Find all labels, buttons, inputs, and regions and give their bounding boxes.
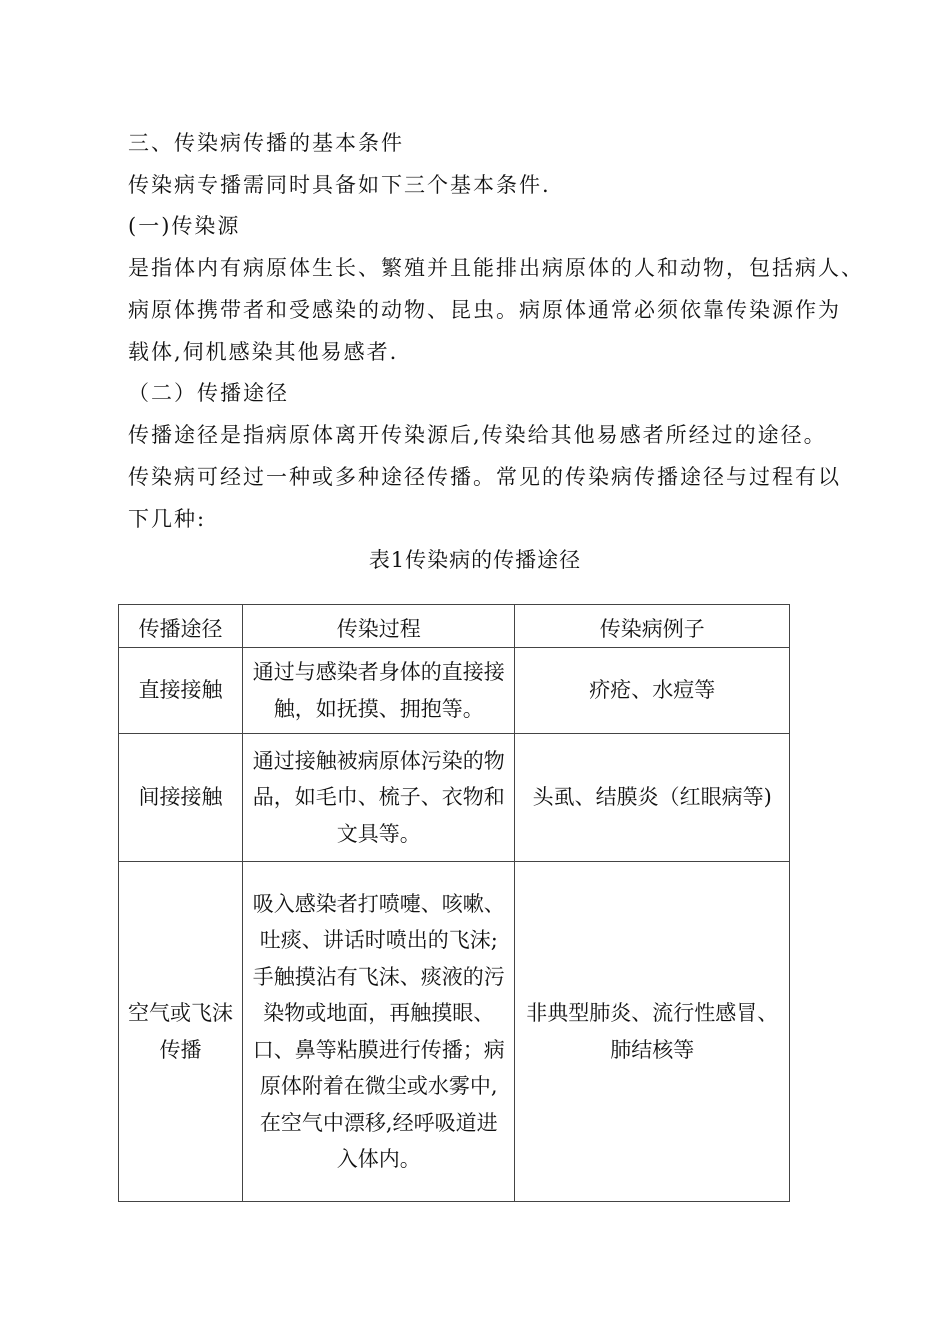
subheading-route: （二）传播途径	[128, 381, 289, 405]
subheading-source: (一)传染源	[128, 214, 241, 238]
table-row	[119, 648, 790, 734]
transmission-table	[118, 604, 790, 1202]
header-process: 传染过程	[243, 605, 515, 648]
cell-text-line: 手触摸沾有飞沫、痰液的污	[252, 964, 505, 989]
cell-text-line: 入体内。	[336, 1147, 421, 1171]
process-cell	[243, 648, 515, 734]
cell-text-line: 在空气中漂移,经呼吸道进	[259, 1110, 498, 1135]
route-cell	[119, 648, 243, 734]
cell-text-line: 口、鼻等粘膜进行传播；病	[252, 1037, 505, 1062]
cell-text-line: 染物或地面，再触摸眼、	[263, 1001, 495, 1025]
header-examples: 传染病例子	[515, 605, 790, 648]
intro-text: 传染病专播需同时具备如下三个基本条件.	[128, 173, 551, 197]
process-cell	[243, 734, 515, 862]
route-text-line: 传播途径是指病原体离开传染源后,传染给其他易感者所经过的途径。	[128, 423, 827, 447]
table-row	[119, 862, 790, 1202]
source-text-line: 载体,伺机感染其他易感者.	[128, 340, 399, 364]
route-text-line: 传染病可经过一种或多种途径传播。常见的传染病传播途径与过程有以	[128, 465, 841, 489]
cell-text-line: 通过接触被病原体污染的物	[252, 748, 505, 773]
process-cell	[243, 862, 515, 1202]
table-caption: 表1传染病的传播途径	[368, 548, 582, 572]
route-cell	[119, 862, 243, 1202]
examples-cell	[515, 862, 790, 1202]
cell-text-line: 原体附着在微尘或水雾中,	[259, 1074, 498, 1098]
examples-cell	[515, 734, 790, 862]
header-route: 传播途径	[119, 605, 243, 648]
cell-text-line: 吐痰、讲话时喷出的飞沫;	[259, 928, 498, 952]
cell-text-line: 肺结核等	[610, 1037, 695, 1062]
cell-text-line: 触，如抚摸、拥抱等。	[273, 696, 484, 721]
route-text-line: 下几种:	[128, 507, 207, 531]
table-header-row	[119, 605, 790, 648]
cell-text-line: 通过与感染者身体的直接接	[252, 660, 505, 684]
cell-text-line: 品，如毛巾、梳子、衣物和	[252, 785, 505, 810]
cell-text-line: 空气或飞沫	[128, 1001, 234, 1025]
source-text-line: 病原体携带者和受感染的动物、昆虫。病原体通常必须依靠传染源作为	[128, 298, 841, 322]
cell-text-line: 头虱、结膜炎（红眼病等)	[532, 785, 772, 810]
cell-text-line: 吸入感染者打喷嚏、咳嗽、	[252, 891, 505, 916]
route-cell	[119, 734, 243, 862]
cell-text-line: 间接接触	[138, 785, 223, 810]
cell-text-line: 传播	[159, 1037, 202, 1062]
cell-text-line: 疥疮、水痘等	[589, 678, 716, 703]
cell-text-line: 直接接触	[138, 678, 223, 703]
table-row	[119, 734, 790, 862]
section-heading: 三、传染病传播的基本条件	[128, 131, 404, 155]
source-text-line: 是指体内有病原体生长、繁殖并且能排出病原体的人和动物，包括病人、	[128, 256, 864, 280]
examples-cell	[515, 648, 790, 734]
cell-text-line: 非典型肺炎、流行性感冒、	[526, 1001, 779, 1025]
cell-text-line: 文具等。	[336, 821, 421, 846]
